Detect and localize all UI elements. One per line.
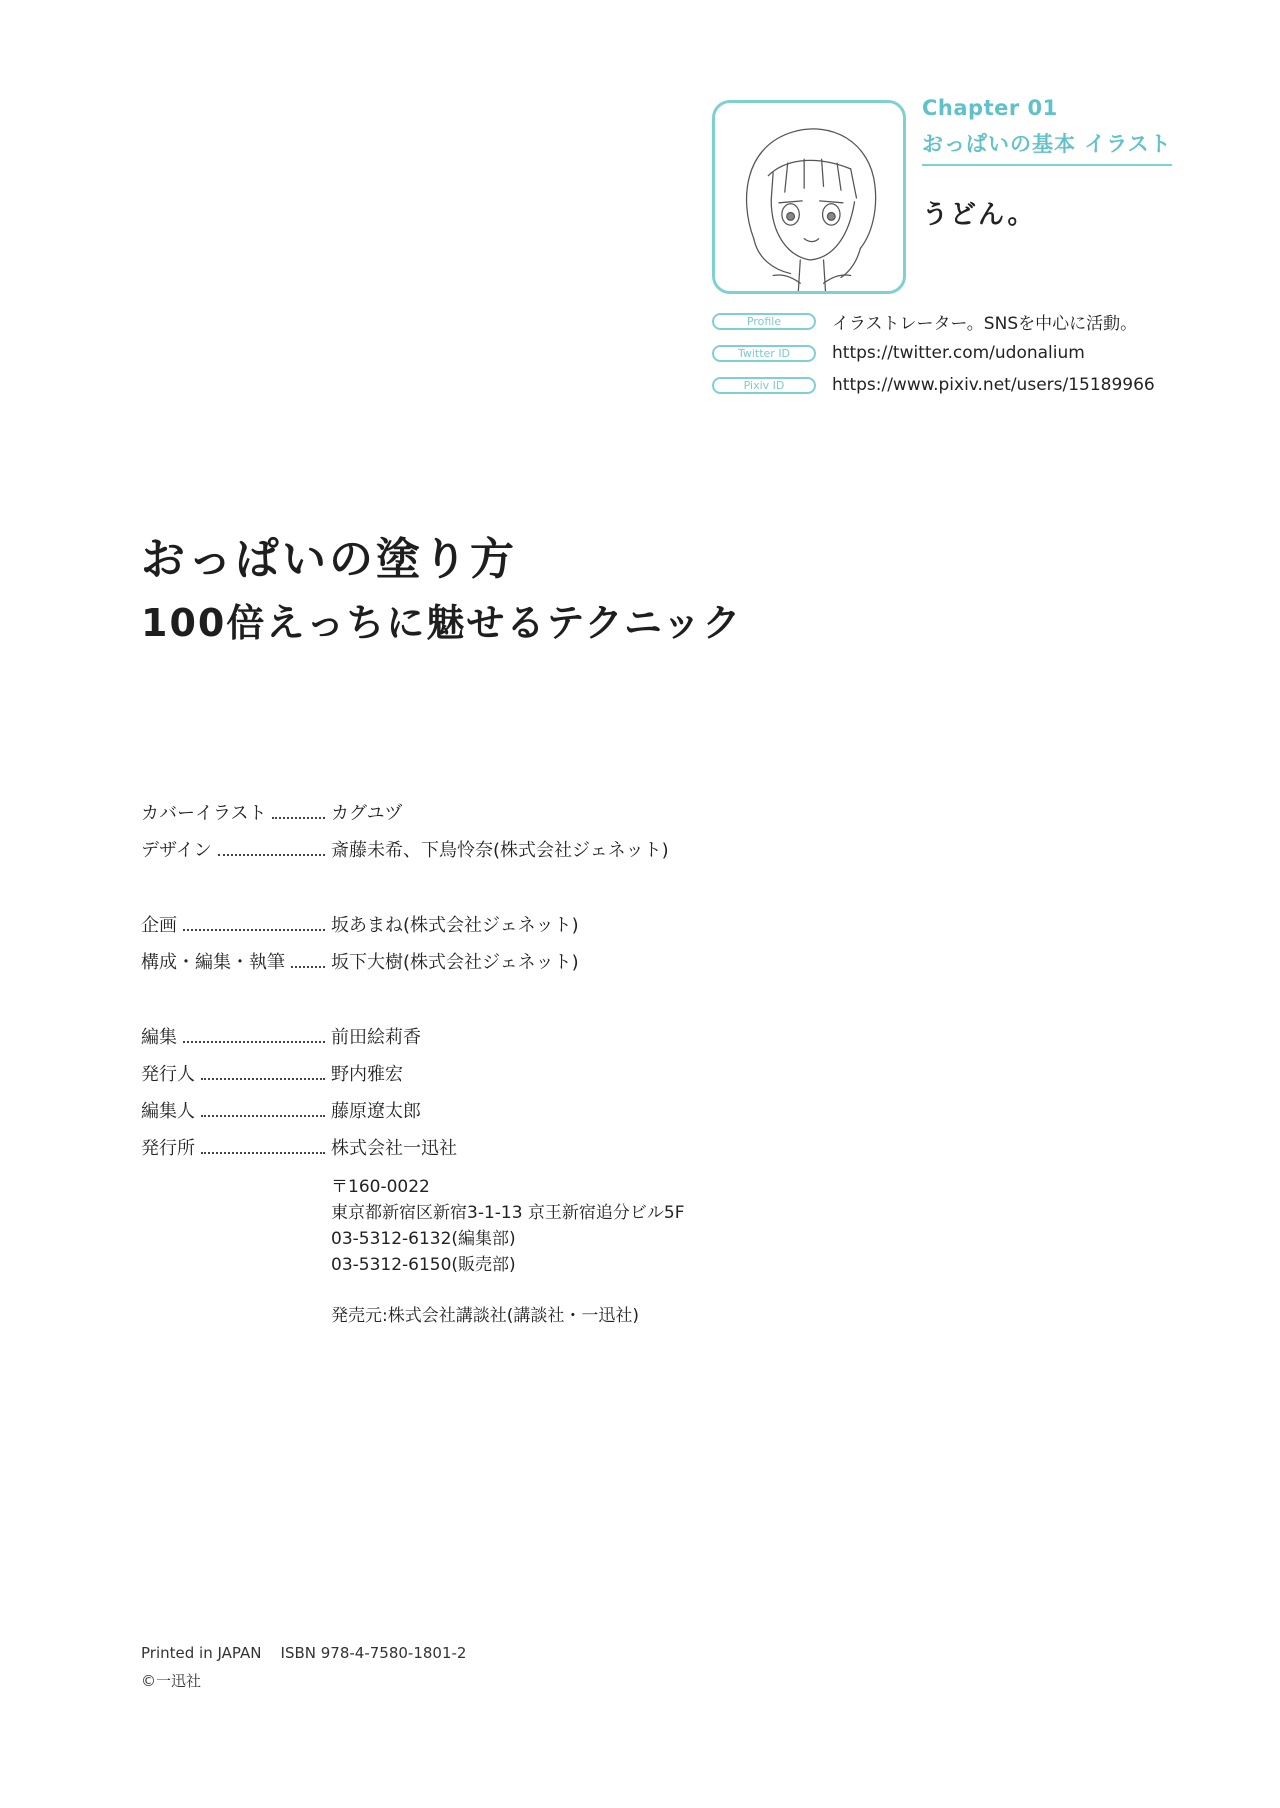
leader-dots <box>201 1152 325 1154</box>
artist-portrait-illustration <box>715 103 903 291</box>
leader-dots <box>201 1078 325 1080</box>
pixiv-pill: Pixiv ID <box>712 377 816 394</box>
credit-role: 発行人 <box>141 1064 195 1085</box>
credit-row <box>141 948 579 972</box>
credit-row <box>141 799 403 823</box>
credit-row <box>141 1134 457 1158</box>
credit-row <box>141 911 579 935</box>
phone-sales: 03-5312-6150(販売部) <box>331 1255 516 1275</box>
credit-role: 編集人 <box>141 1101 195 1122</box>
leader-dots <box>291 966 325 968</box>
distributor: 発売元:株式会社講談社(講談社・一迅社) <box>331 1306 639 1326</box>
print-isbn: Printed in JAPAN ISBN 978-4-7580-1801-2 <box>141 1644 467 1662</box>
artist-avatar <box>712 100 906 294</box>
phone-editorial: 03-5312-6132(編集部) <box>331 1229 516 1249</box>
credit-name: 藤原遼太郎 <box>331 1101 421 1122</box>
pixiv-row <box>712 374 1155 396</box>
credit-role: 企画 <box>141 915 177 936</box>
leader-dots <box>272 817 325 819</box>
credit-name: 坂あまね(株式会社ジェネット) <box>331 915 579 936</box>
credit-name: 坂下大樹(株式会社ジェネット) <box>331 952 579 973</box>
credit-row <box>141 1097 421 1121</box>
credit-name: 野内雅宏 <box>331 1064 403 1085</box>
credit-row <box>141 1023 421 1047</box>
leader-dots <box>218 854 325 856</box>
twitter-pill: Twitter ID <box>712 345 816 362</box>
credit-role: カバーイラスト <box>141 803 267 824</box>
credit-row <box>141 836 669 860</box>
profile-text: イラストレーター。SNSを中心に活動。 <box>832 313 1138 334</box>
twitter-link[interactable]: https://twitter.com/udonalium <box>832 343 1085 363</box>
book-subtitle: 100倍えっちに魅せるテクニック <box>141 601 743 645</box>
profile-pill: Profile <box>712 313 816 330</box>
credit-name: カグユヅ <box>331 803 403 824</box>
chapter-label: Chapter 01 <box>922 96 1058 120</box>
copyright: ©一迅社 <box>141 1672 202 1690</box>
leader-dots <box>201 1115 325 1117</box>
credit-name: 斎藤未希、下鳥怜奈(株式会社ジェネット) <box>331 840 669 861</box>
credit-role: 編集 <box>141 1027 177 1048</box>
profile-row <box>712 310 1137 332</box>
chapter-divider <box>922 164 1172 166</box>
credit-role: デザイン <box>141 840 212 861</box>
credit-role: 発行所 <box>141 1138 195 1159</box>
chapter-title: おっぱいの基本 イラスト <box>922 132 1172 156</box>
credit-role: 構成・編集・執筆 <box>141 952 285 973</box>
pixiv-link[interactable]: https://www.pixiv.net/users/15189966 <box>832 375 1155 395</box>
street-address: 東京都新宿区新宿3-1-13 京王新宿追分ビル5F <box>331 1203 685 1223</box>
credit-row <box>141 1060 403 1084</box>
twitter-row <box>712 342 1085 364</box>
leader-dots <box>183 1041 325 1043</box>
artist-name: うどん。 <box>922 200 1036 230</box>
book-title: おっぱいの塗り方 <box>141 534 517 585</box>
credit-name: 株式会社一迅社 <box>331 1138 457 1159</box>
leader-dots <box>183 929 325 931</box>
credit-name: 前田絵莉香 <box>331 1027 421 1048</box>
postal-code: 〒160-0022 <box>331 1177 430 1197</box>
